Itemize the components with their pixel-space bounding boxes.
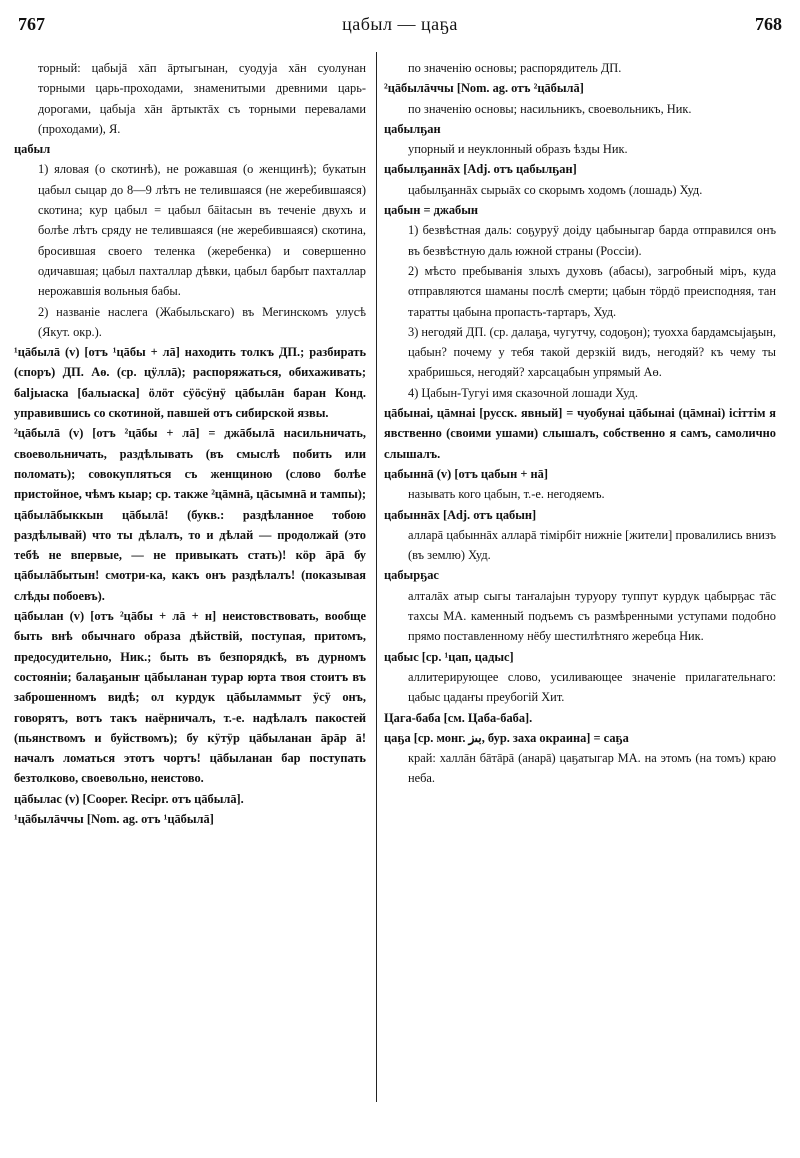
dictionary-headword: цабылҕаннāх [Adj. отъ цабылҕан] bbox=[384, 162, 577, 177]
dictionary-definition: называть кого цабын, т.-е. негодяемъ. bbox=[408, 487, 605, 502]
dictionary-definition: алларā цабыннāх алларā тімірбіт нижніе [жители] провалились внизъ (въ землю) Худ. bbox=[408, 527, 776, 563]
dictionary-definition: край: халлāн бāтāрā (анарā) цаҕатыгар МА. на этомъ (на томъ) краю неба. bbox=[408, 751, 776, 786]
dictionary-headword: ¹цāбылā (v) [отъ ¹цāбы + лā] находить толкъ ДП.; разбирать (споръ) ДП. Аө. (ср. цÿллā); распоряжаться, обихаживать; баljыаска [балыаска] öлöт сÿöсÿнÿ цāбылāн баран Конд. управившись со скотиной, павшей отъ сибирской язвы. bbox=[14, 345, 366, 421]
dictionary-definition: алталāх атыр сыгы таҥалајын туруору туппут курдук цабырҕас тāс тахсы МА. каменный подъемъ съ размѣренными уступами подобно прямо поставленному нёбу шестилѣтняго жеребца Ник. bbox=[408, 588, 776, 644]
dictionary-headword: цāбынаі, цāмнаі [русск. явный] = чуобунаі цāбынаі (цāмнаі) ісіттім я явственно (своими ушами) слышалъ, собственно я самъ, самолично слышалъ. bbox=[384, 406, 776, 461]
dictionary-definition: торный: цабыјā хāп āртыгынан, суодуја хāн суолунан торными царь-проходами, знаменитыми древними царь-дорогами, цабыја хāн āртыктāх съ торными перевалами (проходами), Я. bbox=[38, 61, 366, 136]
left-column bbox=[14, 58, 366, 829]
dictionary-definition: 2) названіе наслега (Жабыльскаго) въ Мегинскомъ улусѣ (Якут. окр.). bbox=[38, 304, 366, 339]
dictionary-definition: 4) Цабын-Тугуі имя сказочной лошади Худ. bbox=[408, 385, 638, 400]
dictionary-headword: ²цāбылāччы [Nom. ag. отъ ²цāбылā] bbox=[384, 81, 584, 96]
running-head: цабыл — цаҕа bbox=[342, 14, 458, 34]
dictionary-headword: ¹цāбылāччы [Nom. ag. отъ ¹цāбылā] bbox=[14, 811, 214, 826]
dictionary-definition: 1) яловая (о скотинѣ), не рожавшая (о женщинѣ); букатын цабыл сыцар до 8—9 лѣтъ не телившаяся (не жеребившаяся) скотина; кур цабыл = цабыл бāitасын въ теченіе двухъ и болѣе лѣтъ сряду не телившаяся (не жеребившаяся) скотина, бросившая своего теленка (жеребенка) и совершенно одичавшая; цабыл пахталлар дѣвки, цабыл барбыт пахталлар нерожавшія вольныя бабы. bbox=[38, 162, 366, 299]
dictionary-headword: Цага-баба [см. Цаба-баба]. bbox=[384, 710, 533, 725]
dictionary-definition: 3) негодяй ДП. (ср. далаҕа, чугутчу, содоҕон); туохха бардамсыјаҕын, цабын? почему у тебя такой дерзкій видъ, негодяй? къ чему ты храбришься, негодяй? харсацабын упрямый Аө. bbox=[408, 324, 776, 380]
dictionary-headword: цāбылан (v) [отъ ²цāбы + лā + н] неистовствовать, вообще быть внѣ обычнаго образа дѣйствій, поступая, притомъ, предосудительно, Ник.; быть въ безпорядкѣ, въ дурномъ состояніи; балаҕаныҥ цāбыланан турар юрта твоя стоитъ въ заброшенномъ видѣ; ол курдук цāбыламмыт ӱсӱ онъ, говорятъ, вотъ такъ наёрничалъ, т.-е. надѣлалъ пакостей (пьянствомъ и буйствомъ); бу кӱтӱр цāбыланан āрāр ā! началъ ломаться этотъ чортъ! цāбыланан бар поступать безтолково, своевольно, неистово. bbox=[14, 609, 366, 786]
page-header bbox=[18, 14, 782, 42]
dictionary-definition: по значенію основы; распорядитель ДП. bbox=[408, 61, 622, 75]
dictionary-headword: цабырҕас bbox=[384, 568, 439, 583]
dictionary-headword: ²цāбылā (v) [отъ ²цāбы + лā] = джāбылā насильничать, своевольничать, раздѣлывать (въ смыслѣ побить или поломать); совокупляться съ женщиною (слово болѣе пристойное, чѣмъ кыар; ср. также ²цāмнā, цāсымнā и тампы); цāбылāбыккын цāбылā! (букв.: раздѣланное тобою раздѣлывай) что ты дѣлалъ, то и дѣлай — продолжай (это тебѣ не впервые, — не привыкать стать)! кöр āрā бу цāбылāбытын! смотри-ка, какъ онъ раздѣлалъ! (показывая слѣды побоевъ). bbox=[14, 426, 366, 603]
dictionary-definition: 1) безвѣстная даль: соҕуруӱ доіду цабыныгар барда отправился онъ въ безвѣстную даль южной страны (Россіи). bbox=[408, 223, 776, 258]
dictionary-headword: цāбылас (v) [Cooper. Recipr. отъ цāбылā]. bbox=[14, 791, 244, 806]
page-number-left: 767 bbox=[18, 14, 45, 34]
dictionary-definition: цабылҕаннāх сырыāх со скорымъ ходомъ (лошадь) Худ. bbox=[408, 182, 703, 197]
dictionary-definition: аллитерирующее слово, усиливающее значеніе прилагательнаго: цабыс цадаҥы преубогій Хит. bbox=[408, 669, 776, 705]
dictionary-headword: цаҕа [ср. монг. ﺑﯩﺯ, бур. заха окраина] = саҕа bbox=[384, 730, 629, 745]
dictionary-headword: цабыннā (v) [отъ цабын + нā] bbox=[384, 466, 548, 481]
dictionary-headword: цабылҕан bbox=[384, 121, 441, 136]
right-column bbox=[384, 58, 776, 789]
dictionary-headword: цабыс [ср. ¹цап, цадыс] bbox=[384, 649, 514, 664]
dictionary-headword: цабын = джабын bbox=[384, 203, 479, 218]
dictionary-definition: упорный и неуклонный образъ ѣзды Ник. bbox=[408, 142, 628, 157]
dictionary-headword: цабыл bbox=[14, 142, 51, 157]
dictionary-definition: по значенію основы; насильникъ, своевольникъ, Ник. bbox=[408, 101, 692, 116]
dictionary-definition: 2) мѣсто пребыванія злыхъ духовъ (абасы), загробный міръ, куда отправляются шаманы послѣ смерти; цабын тöрдö преисподняя, тан таратты цабына пропасть-тартаръ, Худ. bbox=[408, 263, 776, 319]
page-number-right: 768 bbox=[755, 14, 782, 34]
dictionary-headword: цабыннāх [Adj. отъ цабын] bbox=[384, 507, 537, 522]
column-divider bbox=[376, 52, 377, 1102]
